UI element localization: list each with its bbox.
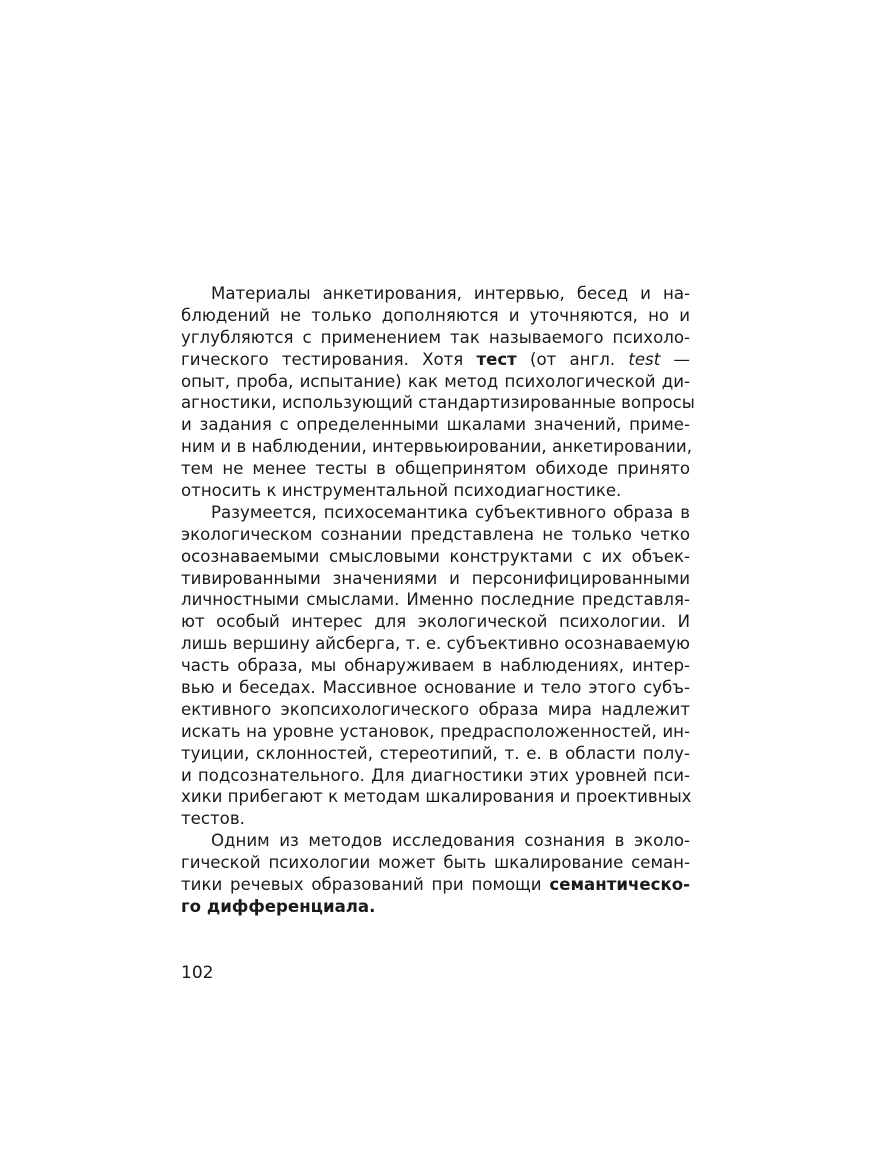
text-segment: ективного экопсихологического образа мира надлежит <box>181 699 690 719</box>
text-line <box>181 896 690 918</box>
text-line <box>181 371 690 393</box>
text-line <box>181 633 690 655</box>
text-segment: хики прибегают к методам шкалирования и проективных <box>181 787 692 807</box>
text-line <box>181 874 690 896</box>
text-line <box>181 480 690 502</box>
text-segment: осознаваемыми смысловыми конструктами с их объек- <box>181 546 690 566</box>
text-line <box>181 655 690 677</box>
text-line <box>181 611 690 633</box>
text-line <box>181 305 690 327</box>
paragraph <box>181 830 690 918</box>
text-line <box>181 283 690 305</box>
text-segment: тики речевых образований при помощи <box>181 875 550 895</box>
bold-term: го дифференциала. <box>181 896 376 916</box>
text-segment: искать на уровне установок, предрасположенностей, ин- <box>181 721 690 741</box>
bold-term: тест <box>476 349 517 369</box>
text-line <box>181 524 690 546</box>
bold-term: семантическо- <box>549 875 690 895</box>
text-segment: гической психологии может быть шкалирование семан- <box>181 853 690 873</box>
text-segment: туиции, склонностей, стереотипий, т. е. в области полу- <box>181 743 690 763</box>
text-segment: гического тестирования. Хотя <box>181 349 477 369</box>
text-line <box>181 392 695 414</box>
text-line <box>181 327 690 349</box>
text-line <box>181 677 690 699</box>
text-line <box>181 502 690 524</box>
text-line <box>181 721 690 743</box>
text-segment: лишь вершину айсберга, т. е. субъективно осознаваемую <box>181 634 690 654</box>
text-segment: Материалы анкетирования, интервью, бесед и на- <box>211 284 690 303</box>
text-line <box>181 568 690 590</box>
paragraph <box>181 283 695 502</box>
text-line <box>181 349 690 371</box>
text-segment: и задания с определенными шкалами значений, приме- <box>181 415 690 435</box>
text-segment: экологическом сознании представлена не только четко <box>181 524 690 544</box>
text-segment: (от англ. <box>516 349 629 369</box>
paragraph <box>181 502 690 830</box>
text-segment: блюдений не только дополняются и уточняются, но и <box>181 305 690 325</box>
text-line <box>181 458 690 480</box>
text-segment: ют особый интерес для экологической психологии. И <box>181 612 690 632</box>
text-line <box>181 743 690 765</box>
text-segment: тивированными значениями и персонифицированными <box>181 568 690 588</box>
text-segment: вью и беседах. Массивное основание и тело этого субъ- <box>181 678 690 698</box>
text-line <box>181 414 690 436</box>
text-line <box>181 589 690 611</box>
text-segment: агностики, использующий стандартизированные вопросы <box>181 393 695 413</box>
text-segment: ним и в наблюдении, интервьюировании, анкетировании, <box>181 437 692 457</box>
text-segment: Одним из методов исследования сознания в эколо- <box>211 831 690 851</box>
text-line <box>181 436 690 458</box>
text-segment: и подсознательного. Для диагностики этих уровней пси- <box>181 765 690 785</box>
text-line <box>181 808 690 830</box>
text-segment: тем не менее тесты в общепринятом обиходе принято <box>181 459 690 479</box>
text-line <box>181 830 690 852</box>
text-segment: Разумеется, психосемантика субъективного образа в <box>211 502 690 522</box>
text-segment: опыт, проба, испытание) как метод психологической ди- <box>181 371 690 391</box>
text-line <box>181 546 690 568</box>
text-line <box>181 765 690 787</box>
text-segment: личностными смыслами. Именно последние представля- <box>181 590 690 610</box>
text-segment: относить к инструментальной психодиагностике. <box>181 481 622 501</box>
text-line <box>181 852 690 874</box>
text-segment: углубляются с применением так называемого психоло- <box>181 327 690 347</box>
italic-term: test <box>628 349 661 369</box>
text-line <box>181 786 690 808</box>
page-body <box>181 283 695 918</box>
text-segment: часть образа, мы обнаруживаем в наблюдениях, интер- <box>181 656 690 676</box>
text-segment: тестов. <box>181 809 245 829</box>
page-number: 102 <box>181 963 214 983</box>
text-segment: — <box>660 349 691 369</box>
text-line <box>181 699 690 721</box>
